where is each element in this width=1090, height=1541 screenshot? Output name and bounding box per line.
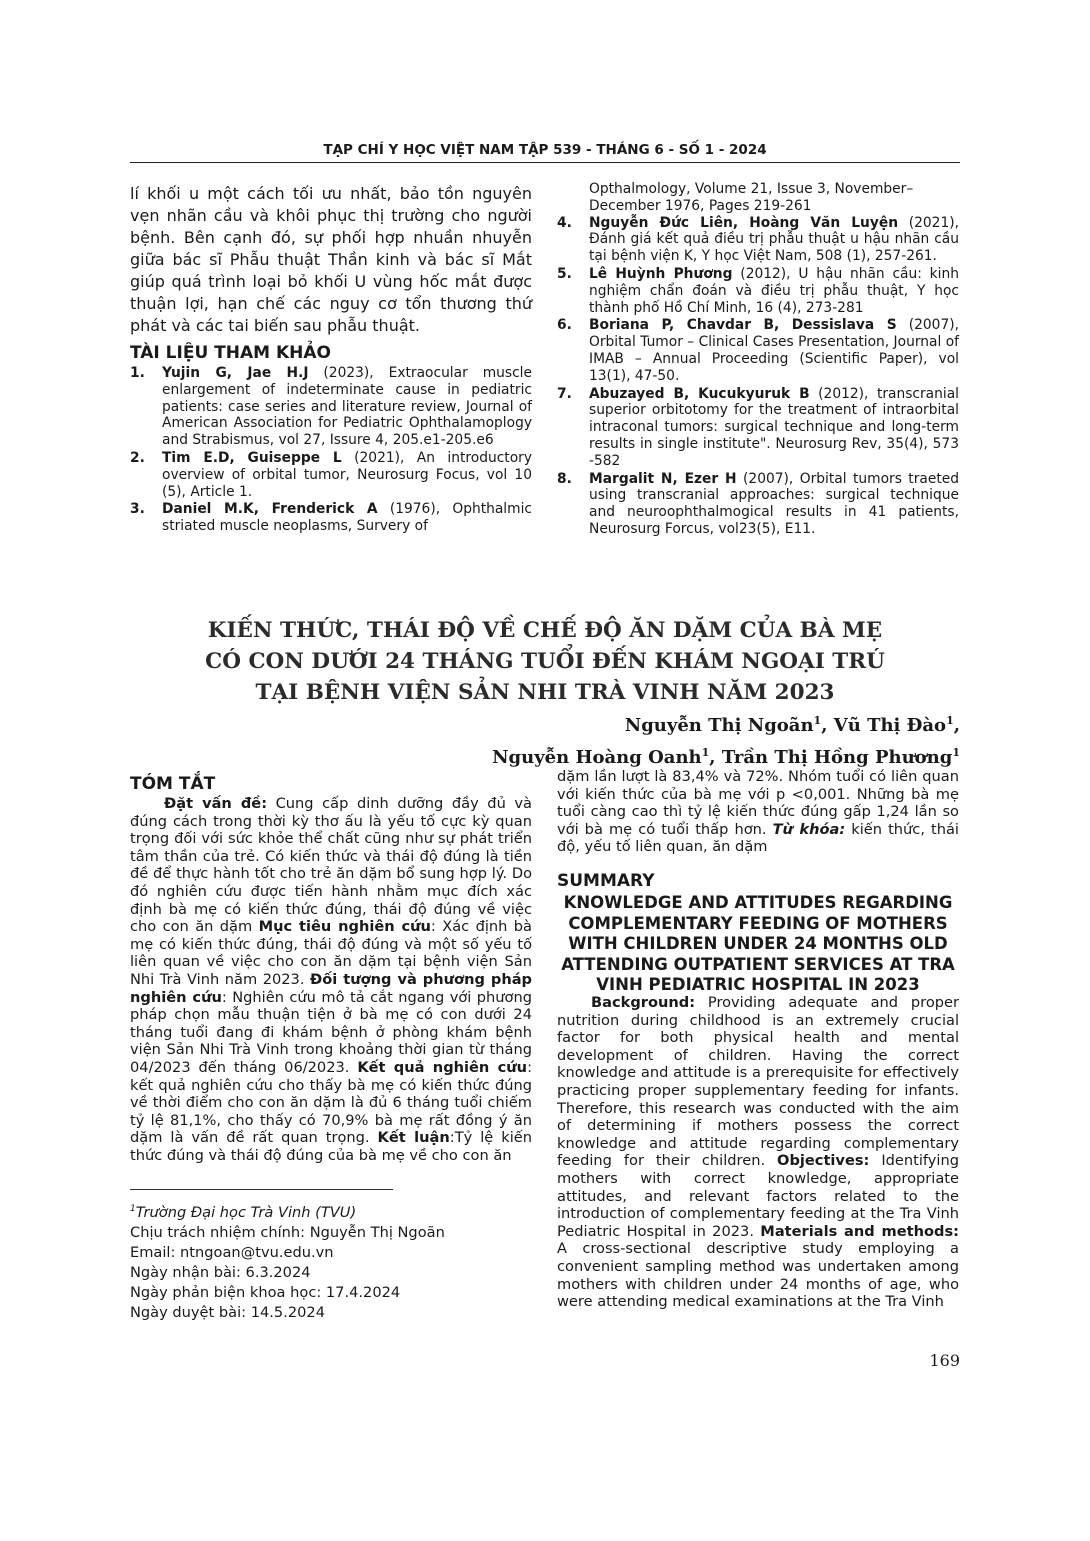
reference-authors: Lê Huỳnh Phương xyxy=(589,265,733,282)
reference-details: (2021), Đánh giá kết quả điều trị phẫu thuật u hậu nhãn cầu tại bệnh viện K, Y học Việt Nam, 508 (1), 257-261. xyxy=(589,214,959,265)
previous-article-conclusion: lí khối u một cách tối ưu nhất, bảo tồn nguyên vẹn nhãn cầu và khôi phục thị trường cho người bệnh. Bên cạnh đó, sự phối hợp nhuần nhuyễn giữa bác sĩ Phẫu thuật Thần kinh và bác sĩ Mắt giúp quá trình loại bỏ khối U vùng hốc mắt được thuận lợi, hạn chế các nguy cơ tổn thương thứ phát và các tai biến sau phẫu thuật. xyxy=(130,184,532,335)
email: Email: ntngoan@tvu.edu.vn xyxy=(130,1243,334,1261)
corresponding-author: Chịu trách nhiệm chính: Nguyễn Thị Ngoãn xyxy=(130,1223,445,1241)
reference-number: 2. xyxy=(130,449,145,466)
reference-item xyxy=(557,471,959,538)
author-affiliation-mark: 1 xyxy=(952,746,960,759)
reference-number: 1. xyxy=(130,365,145,381)
header-rule xyxy=(130,162,960,163)
author-affiliation-mark: 1 xyxy=(813,714,822,727)
keywords: kiến thức, thái độ, yếu tố liên quan, ăn dặm xyxy=(557,820,959,856)
abstract-text: : Nghiên cứu mô tả cắt ngang với phương pháp chọn mẫu thuận tiện ở bà mẹ có con dưới 24 tháng tuổi đang đi khám bệnh ở phòng khám bệnh viện Sản Nhi Trà Vinh trong khoảng thời gian từ tháng 04/2023 đến tháng 06/2023. xyxy=(130,988,532,1076)
summary-heading: SUMMARY xyxy=(557,871,655,891)
date-accepted: Ngày duyệt bài: 14.5.2024 xyxy=(130,1303,325,1321)
author-line xyxy=(260,739,960,771)
abstract-text: : kết quả nghiên cứu cho thấy bà mẹ có kiến thức đúng về thời điểm cho con ăn dặm là đủ 6 tháng tuổi chiếm tỷ lệ 81,1%, cho thấy có 70,9% bà mẹ rất đồng ý ăn dặm là vấn đề rất quan trọng. xyxy=(130,1058,532,1147)
summary-text: A cross-sectional descriptive study employing a convenient sampling method was undertaken among mothers with children under 24 months of age, who were attending medical examinations at the Tra Vinh xyxy=(557,1240,959,1311)
affiliation-name: Trường Đại học Trà Vinh (TVU) xyxy=(135,1203,357,1221)
author-separator: , xyxy=(953,715,960,736)
affiliation-mark: 1 xyxy=(130,1204,136,1214)
keywords-label: Từ khóa: xyxy=(772,820,846,838)
author-name: Vũ Thị Đào xyxy=(833,715,947,736)
reference-item xyxy=(557,386,959,470)
reference-details: (2012), transcranial superior orbitotomy for the treatment of intraorbital intraconal tumors: surgical technique and long-term results in single institute". Neurosurg Rev, 35(4), 573 -582 xyxy=(589,385,959,469)
article-title-line: KIẾN THỨC, THÁI ĐỘ VỀ CHẾ ĐỘ ĂN DẶM CỦA BÀ MẸ xyxy=(207,618,883,643)
author-line xyxy=(260,707,960,739)
reference-authors: Yujin G, Jae H.J xyxy=(162,365,309,381)
author-separator: , xyxy=(709,747,722,768)
reference-number: 8. xyxy=(557,470,572,487)
abstract-text: : Xác định bà mẹ có kiến thức đúng, thái độ đúng và một số yếu tố liên quan về việc cho con ăn dặm tại bệnh viện Sản Nhi Trà Vinh năm 2023. xyxy=(130,918,532,988)
author-separator: , xyxy=(821,715,834,736)
reference-authors: Margalit N, Ezer H xyxy=(589,470,737,487)
footnote-rule xyxy=(130,1189,393,1190)
abstract-label: Kết luận xyxy=(377,1129,450,1147)
author-list xyxy=(260,707,960,771)
abstract-label: Mục tiêu nghiên cứu xyxy=(258,918,431,936)
abstract-text: Cung cấp dinh dưỡng đầy đủ và đúng cách trong thời kỳ thơ ấu là yếu tố cực kỳ quan trọng đối với sức khỏe thể chất cũng như sự phát triển tâm thần của trẻ. Có kiến thức và thái độ đúng là tiền đề để thực hành tốt cho trẻ ăn dặm bổ sung hợp lý. Do đó nghiên cứu được tiến hành nhằm mục đích xác định bà mẹ có kiến thức đúng, thái độ đúng về việc cho con ăn dặm xyxy=(130,795,532,936)
reference-authors: Daniel M.K, Frenderick A xyxy=(162,501,378,518)
reference-list-left xyxy=(130,365,532,536)
reference-number: 6. xyxy=(557,317,572,334)
reference-item xyxy=(130,450,532,500)
abstract-label: Kết quả nghiên cứu xyxy=(357,1058,528,1076)
summary-body xyxy=(557,994,959,1311)
reference-item xyxy=(557,215,959,265)
reference-item xyxy=(557,317,959,384)
abstract-vi-heading: TÓM TẮT xyxy=(130,774,216,794)
reference-item xyxy=(557,266,959,316)
reference-authors: Boriana P, Chavdar B, Dessislava S xyxy=(589,317,897,334)
author-name: Trần Thị Hồng Phương xyxy=(721,747,953,768)
summary-label: Objectives: xyxy=(777,1152,870,1170)
reference-details: (2023), Extraocular muscle enlargement of indeterminate cause in pediatric patients: case series and literature review, Journal of American Association for Pediatric Ophthalamoplogy and Strabismus, vol 27, Issure 4, 205.e1-205.e6 xyxy=(162,365,532,449)
summary-text: Providing adequate and proper nutrition during childhood is an extremely crucial factor for both physical health and mental development of children. Having the correct knowledge and attitude is a prerequisite for effectively practicing proper supplementary feeding for infants. Therefore, this research was conducted with the aim of determining if mothers possess the correct knowledge and attitude regarding complementary feeding for their children. xyxy=(557,994,959,1170)
reference-details: (1976), Ophthalmic striated muscle neoplasms, Survery of xyxy=(162,501,532,535)
abstract-vi-continuation xyxy=(557,768,959,856)
date-received: Ngày nhận bài: 6.3.2024 xyxy=(130,1263,311,1281)
date-reviewed: Ngày phản biện khoa học: 17.4.2024 xyxy=(130,1283,401,1301)
reference-number: 5. xyxy=(557,265,572,282)
article-title xyxy=(160,615,930,708)
references-heading: TÀI LIỆU THAM KHẢO xyxy=(130,343,331,363)
reference-number: 7. xyxy=(557,385,572,402)
reference-details: (2021), An introductory overview of orbital tumor, Neurosurg Focus, vol 10 (5), Article 1. xyxy=(162,449,532,500)
summary-label: Background: xyxy=(591,994,696,1011)
author-name: Nguyễn Thị Ngoãn xyxy=(624,715,814,736)
page-number: 169 xyxy=(929,1351,960,1370)
footnote xyxy=(130,1199,532,1323)
reference-number: 4. xyxy=(557,214,572,231)
reference-authors: Tim E.D, Guiseppe L xyxy=(162,449,342,466)
reference-list-right xyxy=(557,181,959,539)
author-affiliation-mark: 1 xyxy=(946,714,954,727)
article-title-line: CÓ CON DƯỚI 24 THÁNG TUỔI ĐẾN KHÁM NGOẠI TRÚ xyxy=(205,649,885,674)
summary-title: KNOWLEDGE AND ATTITUDES REGARDING COMPLEMENTARY FEEDING OF MOTHERS WITH CHILDREN UNDER 24 MONTHS OLD ATTENDING OUTPATIENT SERVICES AT TRA VINH PEDIATRIC HOSPITAL IN 2023 xyxy=(561,893,955,994)
reference-authors: Abuzayed B, Kucukyuruk B xyxy=(589,385,810,402)
reference-number: 3. xyxy=(130,501,145,518)
abstract-label: Đối tượng và phương pháp nghiên cứu xyxy=(130,970,533,1006)
summary-text: Identifying mothers with correct knowledge, appropriate attitudes, and relevant factors related to the introduction of complementary feeding at the Tra Vinh Pediatric Hospital in 2023. xyxy=(557,1152,959,1240)
reference-authors: Nguyễn Đức Liên, Hoàng Văn Luyện xyxy=(589,214,899,231)
summary-label: Materials and methods: xyxy=(760,1222,959,1240)
reference-continuation: Opthalmology, Volume 21, Issue 3, November–December 1976, Pages 219-261 xyxy=(589,181,914,214)
reference-details: (2007), Orbital Tumor – Clinical Cases Presentation, Journal of IMAB – Annual Proceeding (Scientific Paper), vol 13(1), 47-50. xyxy=(589,317,960,384)
author-affiliation-mark: 1 xyxy=(701,746,710,759)
article-title-line: TẠI BỆNH VIỆN SẢN NHI TRÀ VINH NĂM 2023 xyxy=(255,680,835,705)
reference-details: (2007), Orbital tumors traeted using transcranial approaches: surgical technique and neuroophthalmogical results in 41 patients, Neurosurg Forcus, vol23(5), E11. xyxy=(589,470,959,537)
abstract-text: :Tỷ lệ kiến thức đúng và thái độ đúng của bà mẹ về cho con ăn xyxy=(130,1129,532,1164)
abstract-vi-body xyxy=(130,795,532,1164)
reference-item xyxy=(130,365,532,449)
running-head: TẠP CHÍ Y HỌC VIỆT NAM TẬP 539 - THÁNG 6 - SỐ 1 - 2024 xyxy=(323,142,767,158)
abstract-label: Đặt vấn đề: xyxy=(164,795,268,812)
reference-details: (2012), U hậu nhãn cầu: kinh nghiệm chẩn đoán và điều trị phẫu thuật, Y học thành phố Hồ Chí Minh, 16 (4), 273-281 xyxy=(589,265,959,316)
reference-item xyxy=(130,501,532,535)
abstract-text: dặm lần lượt là 83,4% và 72%. Nhóm tuổi có liên quan với kiến thức của bà mẹ với p <0,001. Những bà mẹ tuổi càng cao thì tỷ lệ kiến thức đúng gấp 1,24 lần so với bà mẹ có tuổi thấp hơn. xyxy=(557,768,959,838)
author-name: Nguyễn Hoàng Oanh xyxy=(492,747,702,768)
affiliation xyxy=(130,1199,532,1223)
